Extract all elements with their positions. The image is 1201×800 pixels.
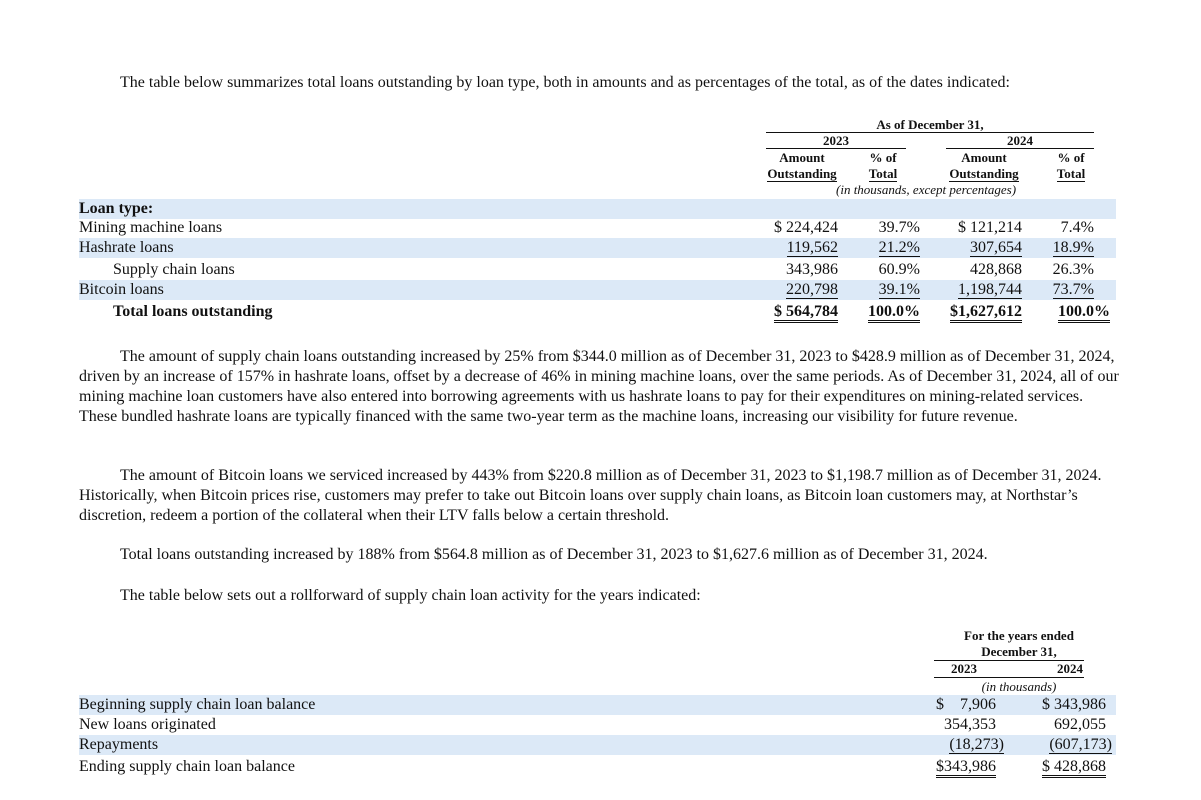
intro-text-2: The table below sets out a rollforward of supply chain loan activity for the years indicated: — [120, 587, 701, 604]
table1-year-2024: 2024 — [1007, 133, 1033, 148]
table2-header-line1: For the years ended — [964, 628, 1074, 643]
table1-col-amount-2024-l2: Outstanding — [949, 166, 1019, 181]
table1-pct-2024: 18.9% — [1052, 239, 1094, 256]
table1-col-pct-2024-l1: % of — [1057, 150, 1085, 165]
table1-total-label: Total loans outstanding — [113, 303, 273, 320]
table1-pct-2023: 39.7% — [878, 219, 920, 236]
table1-amount-2024: 307,654 — [970, 239, 1022, 256]
table1-year-2023: 2023 — [823, 133, 849, 148]
table2-value-2023: $ 7,906 — [936, 696, 996, 713]
table2-row-label: Beginning supply chain loan balance — [79, 696, 316, 713]
table1-col-pct-2023-l2: Total — [868, 166, 898, 181]
table2-year-2024: 2024 — [1057, 661, 1083, 676]
table2-value-2024: (607,173) — [1049, 736, 1112, 753]
table1-pct-2024: 26.3% — [1052, 261, 1094, 278]
intro-text-1: The table below summarizes total loans outstanding by loan type, both in amounts and as percentages of the total, as of the dates indicated: — [120, 74, 1010, 91]
table1-amount-2023: 119,562 — [786, 239, 838, 256]
table1-total-amount-2024: $1,627,612 — [950, 303, 1022, 323]
table1-amount-2023: $ 224,424 — [774, 219, 838, 236]
table1-col-amount-2023-l2: Outstanding — [767, 166, 837, 181]
table1-row-label: Hashrate loans — [79, 239, 174, 256]
table1-amount-2024: 428,868 — [970, 261, 1022, 278]
paragraph-bitcoin: The amount of Bitcoin loans we serviced increased by 443% from $220.8 million as of December 31, 2023 to $1,198.7 million as of December 31, 2024. Historically, when Bitcoin prices rise, customers may prefer to take out Bitcoin loans over supply chain loans, as Bitcoin loan customers may, at Northstar’s discretion, redeem a portion of the collateral when their LTV falls below a certain threshold. — [79, 467, 1102, 524]
table1-2024-rule — [946, 148, 1094, 149]
table1-col-pct-2024-l2: Total — [1056, 166, 1086, 181]
table1-pct-2023: 60.9% — [878, 261, 920, 278]
table1-pct-2024: 7.4% — [1060, 219, 1094, 236]
table1-row-label: Supply chain loans — [113, 261, 235, 278]
table1-total-pct-2024: 100.0% — [1058, 303, 1110, 323]
table1-pct-2023: 21.2% — [878, 239, 920, 256]
table1-col-amount-2023-l1: Amount — [779, 150, 825, 165]
table1-total-amount-2023: $ 564,784 — [774, 303, 838, 323]
table1-total-pct-2023: 100.0% — [868, 303, 920, 323]
table1-note: (in thousands, except percentages) — [836, 182, 1017, 197]
table1-col-pct-2023-l1: % of — [869, 150, 897, 165]
table2-value-2023: 354,353 — [944, 716, 996, 733]
table2-row-label: New loans originated — [79, 716, 216, 733]
table1-amount-2024: $ 121,214 — [958, 219, 1022, 236]
table1-pct-2023: 39.1% — [878, 281, 920, 298]
table2-value-2024: 692,055 — [1054, 716, 1106, 733]
table1-col-amount-2024-l1: Amount — [961, 150, 1007, 165]
table1-2023-rule — [766, 148, 906, 149]
table1-pct-2024: 73.7% — [1052, 281, 1094, 298]
paragraph-total: Total loans outstanding increased by 188% from $564.8 million as of December 31, 2023 to $1,627.6 million as of December 31, 2024. — [120, 546, 988, 563]
table2-total-2024: $ 428,868 — [1042, 758, 1106, 778]
table2-row-label: Repayments — [79, 736, 159, 753]
paragraph-supply-chain: The amount of supply chain loans outstanding increased by 25% from $344.0 million as of December 31, 2023 to $428.9 million as of December 31, 2024, driven by an increase of 157% in hashrate loans, offset by a decrease of 46% in mining machine loans, over the same periods. As of December 31, 2024, all of our mining machine loan customers have also entered into borrowing agreements with us hashrate loans to pay for their expenditures on mining-related services. These bundled hashrate loans are typically financed with the same two-year term as the machine loans, increasing our visibility for future revenue. — [79, 348, 1119, 425]
table2-note: (in thousands) — [981, 679, 1057, 694]
table2-header-line2: December 31, — [981, 644, 1057, 659]
table2-total-label: Ending supply chain loan balance — [79, 758, 295, 775]
table1-section-label: Loan type: — [79, 200, 154, 217]
table1-shade-1 — [79, 199, 1116, 219]
table1-row-label: Mining machine loans — [79, 219, 223, 236]
table2-year-rule — [934, 677, 1084, 678]
table1-row-label: Bitcoin loans — [79, 281, 164, 298]
table1-amount-2023: 343,986 — [786, 261, 838, 278]
table1-amount-2024: 1,198,744 — [958, 281, 1022, 298]
table2-year-2023: 2023 — [951, 661, 977, 676]
table2-value-2023: (18,273) — [949, 736, 1004, 753]
table2-value-2024: $ 343,986 — [1042, 696, 1106, 713]
table1-group-header: As of December 31, — [876, 117, 984, 132]
table1-amount-2023: 220,798 — [786, 281, 838, 298]
table2-total-2023: $343,986 — [936, 758, 996, 778]
